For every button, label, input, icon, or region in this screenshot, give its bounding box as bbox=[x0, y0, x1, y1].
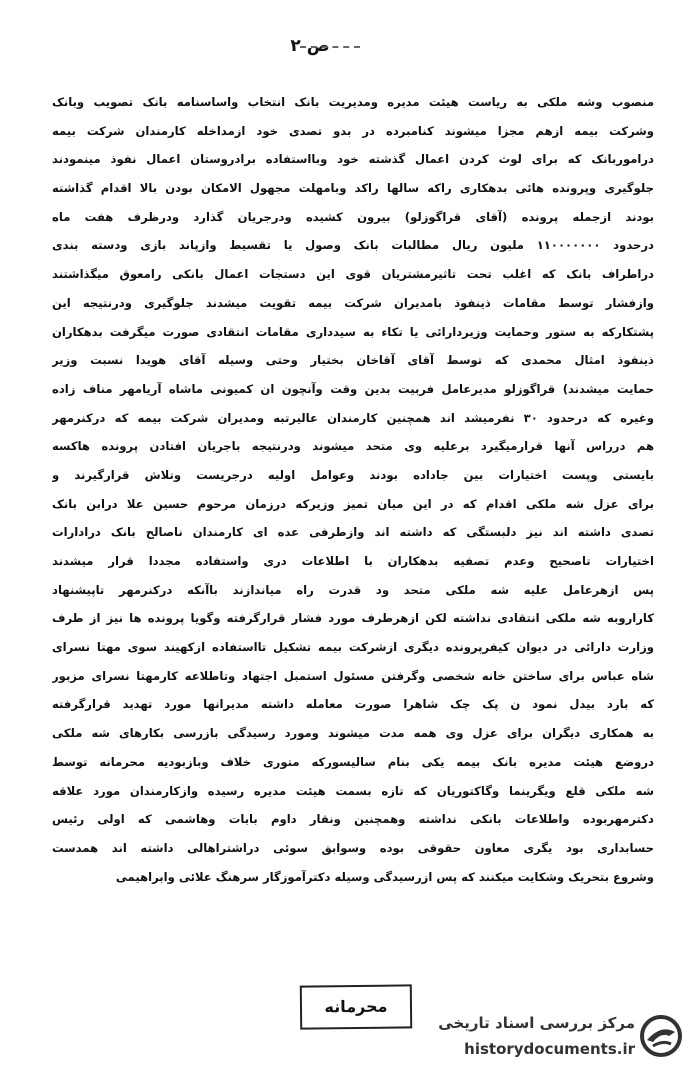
text-line: دروضع هیئت مدیره بانک بیمه یکی بنام سالیسورکه متوری خلاف وبازبودیه محرمانه توسط bbox=[52, 754, 654, 769]
text-line: کاراروبه شه ملکی انتقادی نداشته لکن ازهرطرف مورد فشار قرارگرفته وگویا پرونده ها نیز از طرف bbox=[52, 611, 654, 626]
text-line: بایستی وپست اختیارات بین جاداده بودند وعوامل اولیه درجریست وتلاش قرارگیرند و bbox=[52, 467, 654, 482]
text-line: دراطراف بانک که اغلب تحت تاثیرمشتریان قوی این دستجات اعمال بانکی رامعوق میگذاشتند bbox=[52, 267, 654, 282]
text-line: بودند ازجمله پرونده (آقای قراگوزلو) بیرون کشیده ودرجریان گذارد ودرظرف هفت ماه bbox=[52, 209, 654, 224]
center-logo-icon bbox=[639, 1014, 683, 1058]
text-line: پس ازهرعامل علیه شه ملکی متحد ود قدرت راه میاندازند باآنکه درکنرمهر تاپیشنهاد bbox=[52, 582, 654, 597]
stamp bbox=[300, 984, 412, 1029]
text-line: دکترمهربوده واطلاعات بانکی نداشته وهمچنین ونقار داوم بابات وهاشمی که اولی رئیس bbox=[52, 812, 654, 827]
text-line: برای عزل شه ملکی اقدام که در این میان تمیز وزیرکه درزمان مرحوم حسین علا درابن بانک bbox=[52, 496, 654, 511]
text-line: وغیره که درحدود ۳۰ نفرمیشد اند همچنین کارمندان عالیرتبه ومدیران شرکت بیمه که درکنرمهر bbox=[52, 410, 654, 425]
page-number: ص ۲ bbox=[270, 30, 350, 62]
text-line: شاه عباس برای ساختن خانه شخصی وگرفتن مسئول استمبل اجتهاد وتاطلاعه کارمهتا نسرای مزبور bbox=[52, 668, 654, 683]
text-line: که بارد بیدل نمود ن پک چک شاهرا صورت معامله داشته مدیرانها مورد تهدید قرارگرفته bbox=[52, 697, 654, 712]
text-line: جلوگیری وپرونده هائی بدهکاری راکه سالها راکد وبامهلت مجهول الامکان بودن بالا اقدام گذاشته bbox=[52, 181, 654, 196]
text-line: تصدی داشته اند نیز دلبستگی که داشته اند وازطرفی عده ای کارمندان ناصالح بانک درادارات bbox=[52, 525, 654, 540]
text-line: منصوب وشه ملکی به ریاست هیئت مدیره ومدیریت بانک انتخاب واساسنامه بانک تصویب وبانک bbox=[52, 95, 654, 109]
text-line: وشرکت بیمه ازهم مجزا میشوند کنامبرده در بدو تصدی خود ازمداخله کارمندان شرکت بیمه bbox=[52, 123, 654, 138]
text-line: دراموربانک که برای لوث کردن اعمال گذشته خود وبااستفاده برادروستان اعمال نفوذ مینمودند bbox=[52, 152, 654, 167]
text-line: درحدود ۱۱۰۰۰۰۰۰۰ ملیون ریال مطالبات بانک وصول یا تقسیط وازپاند بازی ودسته بندی bbox=[52, 238, 654, 253]
text-line: هم درراس آنها قرارمیگیرد برعلیه وی متحد میشوند ودرنتیجه باجریان افتادن پرونده هاکسه bbox=[52, 439, 654, 454]
text-line: وزارت دارائی در دیوان کیفرپرونده دیگری ازشرکت بیمه تشکیل تااستفاده ازکهیند سوی مهتا نسرای bbox=[52, 640, 654, 655]
text-line: به همکاری دیگران برای عزل وی همه مدت میشوند ومورد رسیدگی بازرسی بکارهای شه ملکی bbox=[52, 726, 654, 741]
watermark-title: مرکز بررسی اسناد تاریخی bbox=[438, 1014, 635, 1032]
stamp-text: محرمانه bbox=[324, 996, 388, 1017]
watermark-url: historydocuments.ir bbox=[464, 1040, 635, 1058]
text-line: وشروع بتحریک وشکایت میکنند که پس ازرسیدگی وسیله دکترآموزگار سرهنگ علائی وابراهیمی bbox=[115, 869, 654, 884]
text-line: پشتکارکه به ستور وحمایت وزیردارائی یا تکاء به سیدداری مقامات انتقادی صورت میگرفت بدهکاران bbox=[52, 324, 654, 339]
text-line: حمایت میشدند) قراگوزلو مدیرعامل فربیت بدین وقت وآنچون ان کمیونی ماشاه آریامهر مناف زاده bbox=[52, 381, 654, 396]
text-line: شه ملکی قلع ویگرینما وگاکتوریان که تازه بسمت هیئت مدیره رسیده وازکارمندان مورد علاقه bbox=[52, 783, 654, 798]
text-line: اختیارات تاصحیح وعدم تصفیه بدهکاران با اطلاعات دری واستفاده مجددا قرار میشدند bbox=[52, 554, 654, 568]
text-line: وازفشار توسط مقامات ذینفوذ بامدیران شرکت بیمه تقویت میشدند جلوگیری ودرنتیجه این bbox=[52, 295, 654, 310]
body-text bbox=[52, 88, 654, 891]
watermark bbox=[425, 1008, 687, 1068]
text-line: ذینفوذ امثال محمدی که توسط آقای آقاخان بختیار وحتی وسیله آقای هویدا نسبت وزیر bbox=[52, 353, 654, 368]
text-line: حسابداری بود یگری معاون حقوقی بوده وسوابق سوئی دراشتراهالی داشته اند همدست bbox=[52, 840, 654, 855]
